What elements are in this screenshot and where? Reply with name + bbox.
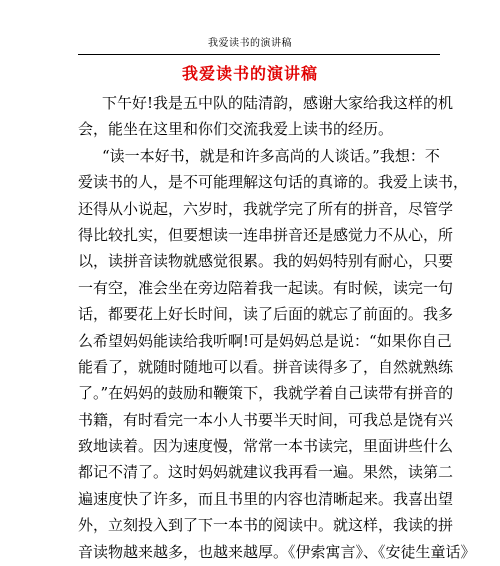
text-line: 以，读拼音读物就感觉很累。我的妈妈特别有耐心，只要 bbox=[78, 252, 454, 271]
text-line: 一有空，准会坐在旁边陪着我一起读。有时候，读完一句 bbox=[78, 278, 454, 297]
text-line: 都记不清了。这时妈妈就建议我再看一遍。果然，读第二 bbox=[78, 463, 454, 482]
text-line: 致地读着。因为速度慢，常常一本书读完，里面讲些什么 bbox=[78, 437, 454, 456]
text-line: “读一本好书，就是和许多高尚的人谈话。”我想：不 bbox=[102, 146, 440, 165]
speech-body bbox=[78, 90, 476, 565]
text-line: 音读物越来越多，也越来越厚。《伊索寓言》、《安徒生童话》 bbox=[78, 542, 476, 561]
text-line: 么希望妈妈能读给我听啊!可是妈妈总是说：“如果你自己 bbox=[78, 331, 452, 350]
text-line: 会，能坐在这里和你们交流我爱上读书的经历。 bbox=[78, 120, 394, 139]
text-line: 书籍，有时看完一本小人书要半天时间，可我总是饶有兴 bbox=[78, 410, 454, 429]
text-line: 下午好!我是五中队的陆清韵，感谢大家给我这样的机 bbox=[102, 94, 454, 112]
text-line: 还得从小说起，六岁时，我就学完了所有的拼音，尽管学 bbox=[78, 199, 454, 218]
text-line: 爱读书的人，是不可能理解这句话的真谛的。我爱上读书， bbox=[78, 173, 469, 192]
text-line: 遍速度快了许多，而且书里的内容也清晰起来。我喜出望 bbox=[78, 489, 454, 508]
header-rule bbox=[78, 54, 440, 55]
text-line: 能看了，就随时随地可以看。拼音读得多了，自然就熟练 bbox=[78, 357, 454, 376]
document-title: 我爱读书的演讲稿 bbox=[181, 64, 318, 83]
text-line: 得比较扎实，但要想读一连串拼音还是感觉力不从心，所 bbox=[78, 225, 454, 244]
text-line: 了。”在妈妈的鼓励和鞭策下，我就学着自己读带有拼音的 bbox=[78, 384, 454, 403]
text-line: 外，立刻投入到了下一本书的阅读中。就这样，我读的拼 bbox=[78, 516, 454, 535]
text-line: 话，都要花上好长时间，读了后面的就忘了前面的。我多 bbox=[78, 305, 454, 324]
running-header: 我爱读书的演讲稿 bbox=[208, 38, 292, 49]
